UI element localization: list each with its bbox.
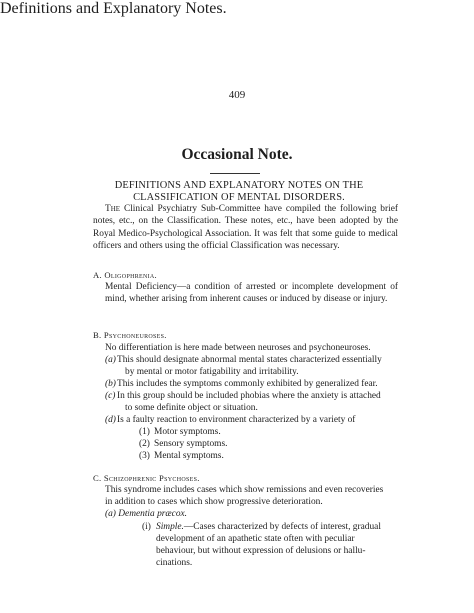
- intro-lead-word: The: [105, 204, 121, 214]
- symptom-text: Mental symptoms.: [154, 451, 224, 461]
- section-c-sub-i-line-1: [156, 522, 401, 534]
- section-c-sub-i-line-3: behaviour, but without expression of delusions or hallu-: [156, 546, 366, 556]
- section-b-item-c: [105, 391, 405, 415]
- page-number: 409: [228, 89, 246, 101]
- section-c-sub-a: [105, 509, 187, 521]
- title-divider: [210, 173, 260, 174]
- intro-text: Clinical Psychiatry Sub-Committee have compiled the following brief notes, etc., on the Classification. These notes, etc., have been adopted by the Royal Medico-Psychological Association. It was felt that some guide to medical officers and others using the official Classification was necessary.: [93, 204, 398, 251]
- item-marker: (b): [105, 379, 116, 389]
- section-subheading: Definitions and Explanatory Notes.: [0, 0, 227, 17]
- sub-a-marker: (a): [105, 509, 116, 519]
- symptom-1: [139, 427, 339, 439]
- section-b-item-d: [105, 415, 405, 427]
- heading-line-2: CLASSIFICATION OF MENTAL DISORDERS.: [133, 191, 345, 203]
- item-line-2: by mental or motor fatigability and irritability.: [125, 366, 299, 377]
- symptom-marker: (3): [139, 451, 150, 461]
- section-c-line-2: in addition to cases which show progressive deterioration.: [105, 497, 323, 507]
- section-b-item-a: [105, 355, 405, 379]
- sub-a-text: Dementia præcox.: [118, 509, 188, 519]
- sub-i-line-1-text: —Cases characterized by defects of interest, gradual: [183, 522, 381, 532]
- item-line-2: to some definite object or situation.: [125, 402, 258, 413]
- symptom-marker: (1): [139, 427, 150, 437]
- symptom-text: Sensory symptoms.: [154, 439, 228, 449]
- symptom-3: [139, 451, 339, 463]
- section-b-item-b: [105, 379, 405, 391]
- item-marker: (d): [105, 415, 116, 425]
- symptom-text: Motor symptoms.: [154, 427, 221, 437]
- section-a-text: [105, 282, 398, 306]
- section-c-label: C. Schizophrenic Psychoses.: [93, 473, 200, 483]
- symptom-marker: (2): [139, 439, 150, 449]
- item-marker: (a): [105, 355, 116, 365]
- section-c-line-1: This syndrome includes cases which show remissions and even recoveries: [105, 485, 384, 495]
- sub-i-term: Simple.: [156, 522, 184, 532]
- section-a-label: A. Oligophrenia.: [93, 270, 157, 280]
- section-b-label: B. Psychoneuroses.: [93, 330, 167, 340]
- heading-line-1: DEFINITIONS AND EXPLANATORY NOTES ON THE: [114, 180, 364, 191]
- item-line-1: Is a faulty reaction to environment characterized by a variety of: [117, 415, 356, 425]
- intro-paragraph: [93, 203, 398, 252]
- section-c-sub-i-line-2: development of an apathetic state often with peculiar: [156, 534, 355, 544]
- item-marker: (c): [105, 391, 116, 401]
- section-a-definition: Mental Deficiency—a condition of arrested or incomplete development of mind, whether arising from inherent causes or induced by disease or injury.: [105, 282, 398, 304]
- page-title: Occasional Note.: [181, 146, 293, 163]
- section-c-sub-i-line-4: cinations.: [156, 558, 193, 568]
- article-heading: [80, 180, 398, 203]
- item-line-1: This includes the symptoms commonly exhibited by generalized fear.: [117, 379, 378, 389]
- item-line-1: This should designate abnormal mental states characterized essentially: [117, 355, 382, 365]
- symptom-2: [139, 439, 339, 451]
- section-b-intro: No differentiation is here made between neuroses and psychoneuroses.: [105, 343, 371, 353]
- item-line-1: In this group should be included phobias where the anxiety is attached: [117, 391, 381, 401]
- section-c-sub-i-marker: (i): [142, 522, 151, 532]
